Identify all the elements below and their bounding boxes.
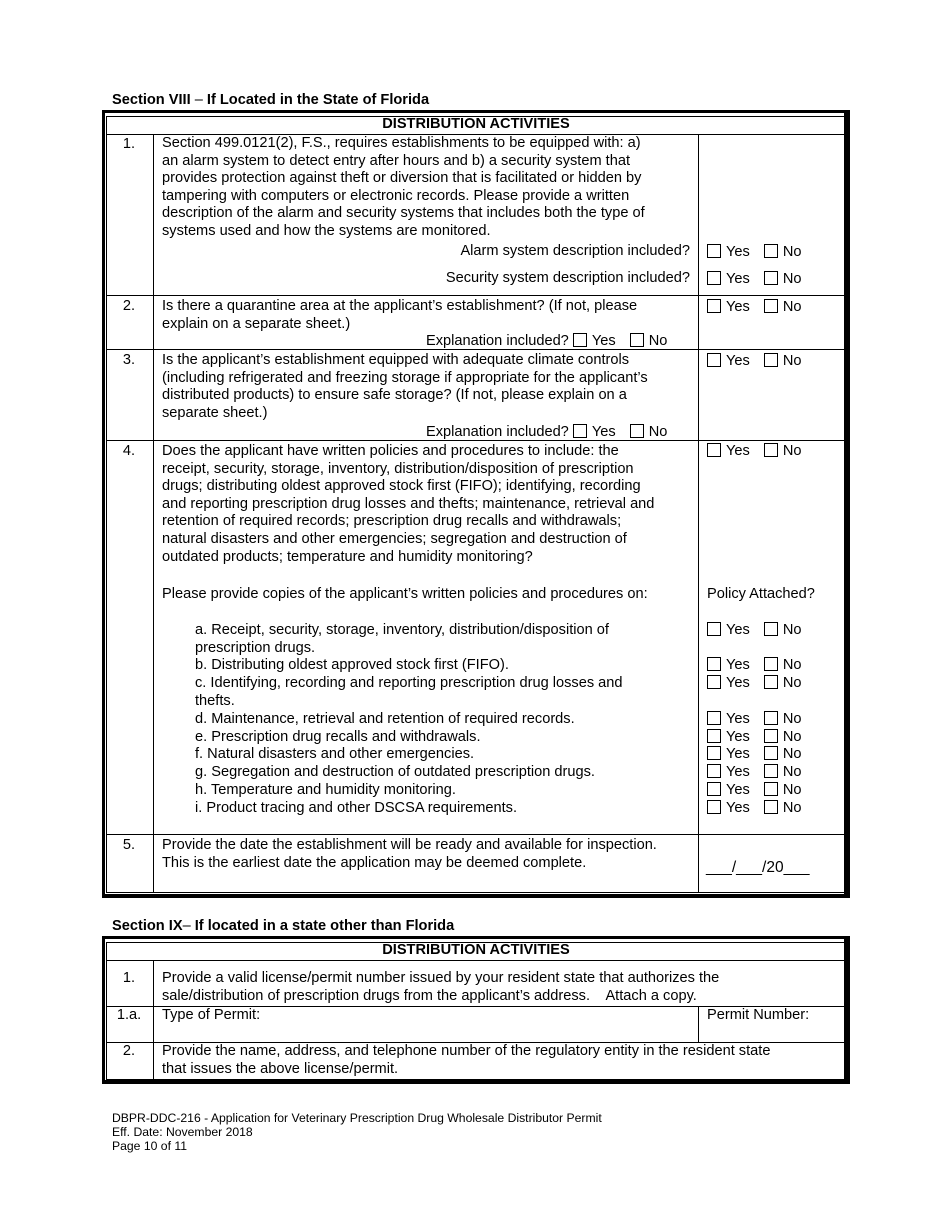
policy-i-yes-checkbox[interactable] (707, 800, 721, 814)
policy-e-yes-checkbox[interactable] (707, 729, 721, 743)
question-number: 1. (122, 970, 136, 986)
policy-i-yes-no: Yes No (707, 800, 801, 818)
policy-f-yes-no: Yes No (707, 746, 801, 764)
policy-item-a: a. Receipt, security, storage, inventory, distribution/disposition of (195, 622, 609, 638)
policy-item-c-cont: thefts. (195, 693, 235, 709)
policy-d-yes-no: Yes No (707, 711, 801, 729)
policy-c-yes-checkbox[interactable] (707, 675, 721, 689)
policy-h-yes-no: Yes No (707, 782, 801, 800)
q2-yes-checkbox[interactable] (707, 299, 721, 313)
q3-explanation-no-checkbox[interactable] (630, 424, 644, 438)
policy-b-yes-no: Yes No (707, 657, 801, 675)
q1-text: Section 499.0121(2), F.S., requires establishments to be equipped with: a) an alarm system to detect entry after hours and b) a security system that provides protection against theft or diversion that is facilitated or hidden by tampering with computers or electronic records. Please provide a written description of the alarm and security systems that includes both the type of systems used and how the systems are monitored. (162, 135, 645, 239)
policy-g-no-checkbox[interactable] (764, 764, 778, 778)
policy-attached-label: Policy Attached? (707, 586, 815, 602)
policy-h-no-checkbox[interactable] (764, 782, 778, 796)
q5-text: Provide the date the establishment will be ready and available for inspection. This is the earliest date the application may be deemed complete. (162, 837, 657, 871)
q2-explanation-yes-checkbox[interactable] (573, 333, 587, 347)
alarm-no-checkbox[interactable] (764, 244, 778, 258)
question-number: 5. (122, 837, 136, 853)
q3-yes-no: Yes No (707, 353, 801, 371)
policy-f-no-checkbox[interactable] (764, 746, 778, 760)
policy-item-c: c. Identifying, recording and reporting prescription drug losses and (195, 675, 623, 691)
policy-a-no-checkbox[interactable] (764, 622, 778, 636)
q4-text: Does the applicant have written policies and procedures to include: the receipt, security, storage, inventory, distribution/disposition of prescription drugs; distributing oldest approved stock first (FIFO); identifying, recording and reporting prescription drug losses and thefts; maintenance, retrieval and retention of required records; prescription drug recalls and withdrawals; natural disasters and other emergencies; segregation and destruction of outdated products; temperature and humidity monitoring? (162, 443, 655, 565)
q4-yes-checkbox[interactable] (707, 443, 721, 457)
policy-item-g: g. Segregation and destruction of outdated prescription drugs. (195, 764, 595, 780)
s9-q2-text: Provide the name, address, and telephone number of the regulatory entity in the resident state that issues the above license/permit. (162, 1043, 771, 1077)
q2-no-checkbox[interactable] (764, 299, 778, 313)
question-number: 4. (122, 443, 136, 459)
policy-a-yes-no: Yes No (707, 622, 801, 640)
section-9-title: Section IX– If located in a state other than Florida (112, 918, 455, 934)
q3-explanation: Explanation included? Yes No (426, 424, 668, 440)
policy-item-h: h. Temperature and humidity monitoring. (195, 782, 456, 798)
footer (112, 1111, 602, 1153)
policy-item-b: b. Distributing oldest approved stock first (FIFO). (195, 657, 509, 673)
policy-b-no-checkbox[interactable] (764, 657, 778, 671)
policy-d-no-checkbox[interactable] (764, 711, 778, 725)
policy-item-e: e. Prescription drug recalls and withdrawals. (195, 729, 481, 745)
alarm-system-label: Alarm system description included? (460, 243, 690, 259)
section-9-header: DISTRIBUTION ACTIVITIES (382, 942, 570, 958)
policy-f-yes-checkbox[interactable] (707, 746, 721, 760)
policy-e-yes-no: Yes No (707, 729, 801, 747)
q2-yes-no: Yes No (707, 299, 801, 317)
policy-h-yes-checkbox[interactable] (707, 782, 721, 796)
question-number: 1. (122, 136, 136, 152)
q3-no-checkbox[interactable] (764, 353, 778, 367)
policy-item-f: f. Natural disasters and other emergencies. (195, 746, 475, 762)
security-system-label: Security system description included? (445, 270, 690, 286)
type-of-permit-field[interactable]: Type of Permit: (162, 1007, 261, 1023)
footer-page-number: Page 10 of 11 (112, 1139, 187, 1153)
q3-text: Is the applicant’s establishment equipped with adequate climate controls (including refrigerated and freezing storage if appropriate for the applicant’s distributed products) to ensure safe storage? (If not, please explain on a separate sheet.) (162, 352, 648, 421)
q3-yes-checkbox[interactable] (707, 353, 721, 367)
q4-yes-no: Yes No (707, 443, 801, 461)
q2-text: Is there a quarantine area at the applicant’s establishment? (If not, please explain on a separate sheet.) (162, 298, 638, 332)
question-number: 2. (122, 1043, 136, 1059)
policy-d-yes-checkbox[interactable] (707, 711, 721, 725)
q4-no-checkbox[interactable] (764, 443, 778, 457)
policy-b-yes-checkbox[interactable] (707, 657, 721, 671)
section-8-title: Section VIII – If Located in the State of Florida (112, 92, 430, 108)
s9-q1-text: Provide a valid license/permit number issued by your resident state that authorizes the sale/distribution of prescription drugs from the applicant’s address. Attach a copy. (162, 970, 720, 1004)
policy-item-d: d. Maintenance, retrieval and retention of required records. (195, 711, 575, 727)
permit-number-field[interactable]: Permit Number: (707, 1007, 810, 1023)
policy-c-no-checkbox[interactable] (764, 675, 778, 689)
policy-c-yes-no: Yes No (707, 675, 801, 693)
policy-item-i: i. Product tracing and other DSCSA requirements. (195, 800, 518, 816)
security-no-checkbox[interactable] (764, 271, 778, 285)
policy-item-a-cont: prescription drugs. (195, 640, 316, 656)
q4-copies-label: Please provide copies of the applicant’s written policies and procedures on: (162, 586, 648, 602)
question-number: 1.a. (116, 1007, 142, 1023)
q2-explanation-no-checkbox[interactable] (630, 333, 644, 347)
inspection-date-field[interactable]: ___/___/20___ (706, 859, 810, 876)
security-yes-no: Yes No (707, 271, 801, 289)
section-8-header: DISTRIBUTION ACTIVITIES (382, 116, 570, 132)
question-number: 3. (122, 352, 136, 368)
q3-explanation-yes-checkbox[interactable] (573, 424, 587, 438)
policy-g-yes-checkbox[interactable] (707, 764, 721, 778)
policy-g-yes-no: Yes No (707, 764, 801, 782)
footer-eff-date: Eff. Date: November 2018 (112, 1125, 253, 1139)
question-number: 2. (122, 298, 136, 314)
alarm-yes-no: Yes No (707, 244, 801, 262)
q2-explanation: Explanation included? Yes No (426, 333, 668, 349)
alarm-yes-checkbox[interactable] (707, 244, 721, 258)
policy-i-no-checkbox[interactable] (764, 800, 778, 814)
footer-form-name: DBPR-DDC-216 - Application for Veterinary Prescription Drug Wholesale Distributor Permit (112, 1111, 602, 1125)
security-yes-checkbox[interactable] (707, 271, 721, 285)
policy-e-no-checkbox[interactable] (764, 729, 778, 743)
policy-a-yes-checkbox[interactable] (707, 622, 721, 636)
